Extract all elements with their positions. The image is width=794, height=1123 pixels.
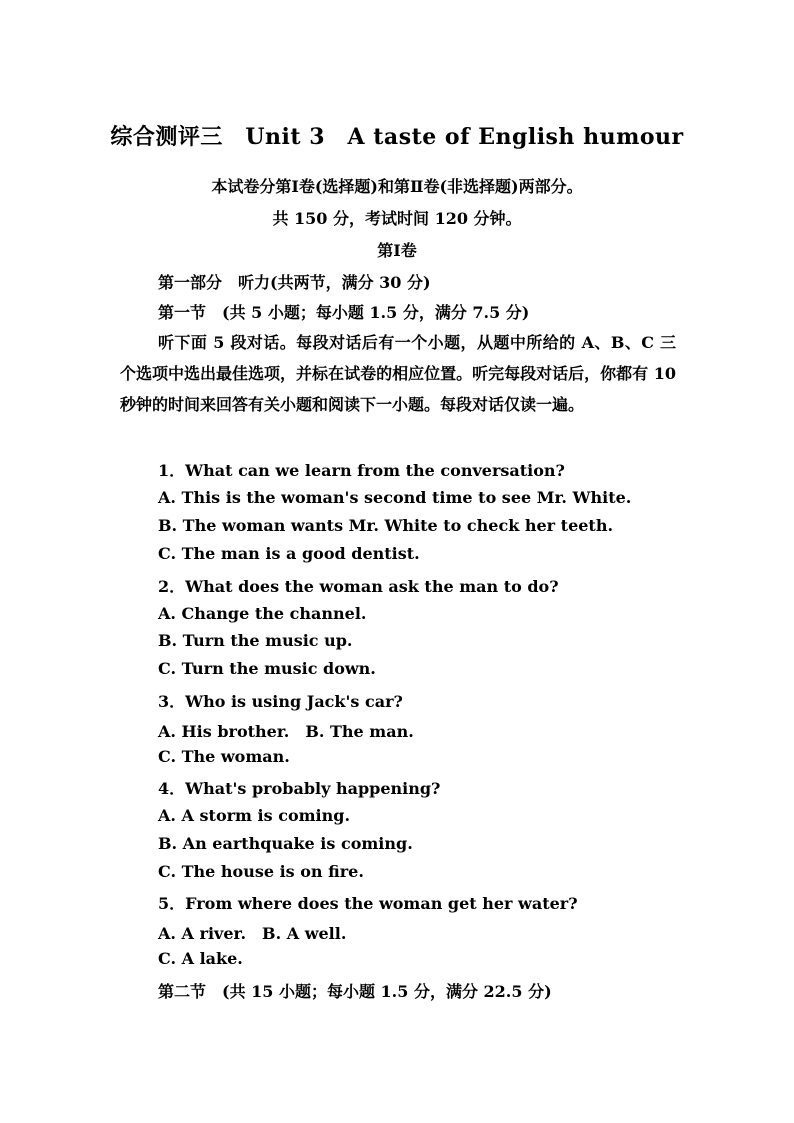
question-3-option-c: C. The woman. — [158, 747, 290, 766]
question-1-option-c: C. The man is a good dentist. — [158, 544, 420, 563]
question-1-stem: 1．What can we learn from the conversation? — [158, 461, 565, 480]
question-5-option-c: C. A lake. — [158, 949, 243, 968]
question-1-option-a: A. This is the woman's second time to see Mr. White. — [158, 488, 632, 507]
question-3-option-ab: A. His brother. B. The man. — [158, 722, 414, 741]
question-4-option-a: A. A storm is coming. — [158, 806, 351, 825]
question-5-option-ab: A. A river. B. A well. — [158, 924, 347, 943]
part-one-heading: 第一部分 听力(共两节，满分 30 分) — [158, 273, 431, 292]
question-1-option-b: B. The woman wants Mr. White to check her teeth. — [158, 516, 614, 535]
question-4-option-b: B. An earthquake is coming. — [158, 834, 413, 853]
question-4-stem: 4．What's probably happening? — [158, 779, 441, 798]
instructions-paragraph: 听下面 5 段对话。每段对话后有一个小题，从题中所给的 A、B、C 三个选项中选出最佳选项，并标在试卷的相应位置。听完每段对话后，你都有 10 秒钟的时间来回答有关小题和阅读下一小题。每段对话仅读一遍。 — [120, 333, 676, 414]
intro-line-2: 共 150 分，考试时间 120 分钟。 — [272, 209, 522, 228]
question-3-stem: 3．Who is using Jack's car? — [158, 692, 403, 711]
question-2-option-c: C. Turn the music down. — [158, 659, 376, 678]
question-2-option-a: A. Change the channel. — [158, 604, 367, 623]
question-5-stem: 5．From where does the woman get her water? — [158, 894, 578, 913]
question-2-option-b: B. Turn the music up. — [158, 631, 353, 650]
section-two-heading: 第二节 (共 15 小题；每小题 1.5 分，满分 22.5 分) — [158, 982, 552, 1001]
intro-line-1: 本试卷分第Ⅰ卷(选择题)和第Ⅱ卷(非选择题)两部分。 — [211, 177, 583, 196]
section-one-heading: 第一节 (共 5 小题；每小题 1.5 分，满分 7.5 分) — [158, 303, 530, 322]
question-2-stem: 2．What does the woman ask the man to do? — [158, 577, 559, 596]
page-title: 综合测评三 Unit 3 A taste of English humour — [110, 124, 684, 150]
volume-label: 第Ⅰ卷 — [377, 241, 417, 260]
question-4-option-c: C. The house is on fire. — [158, 862, 364, 881]
